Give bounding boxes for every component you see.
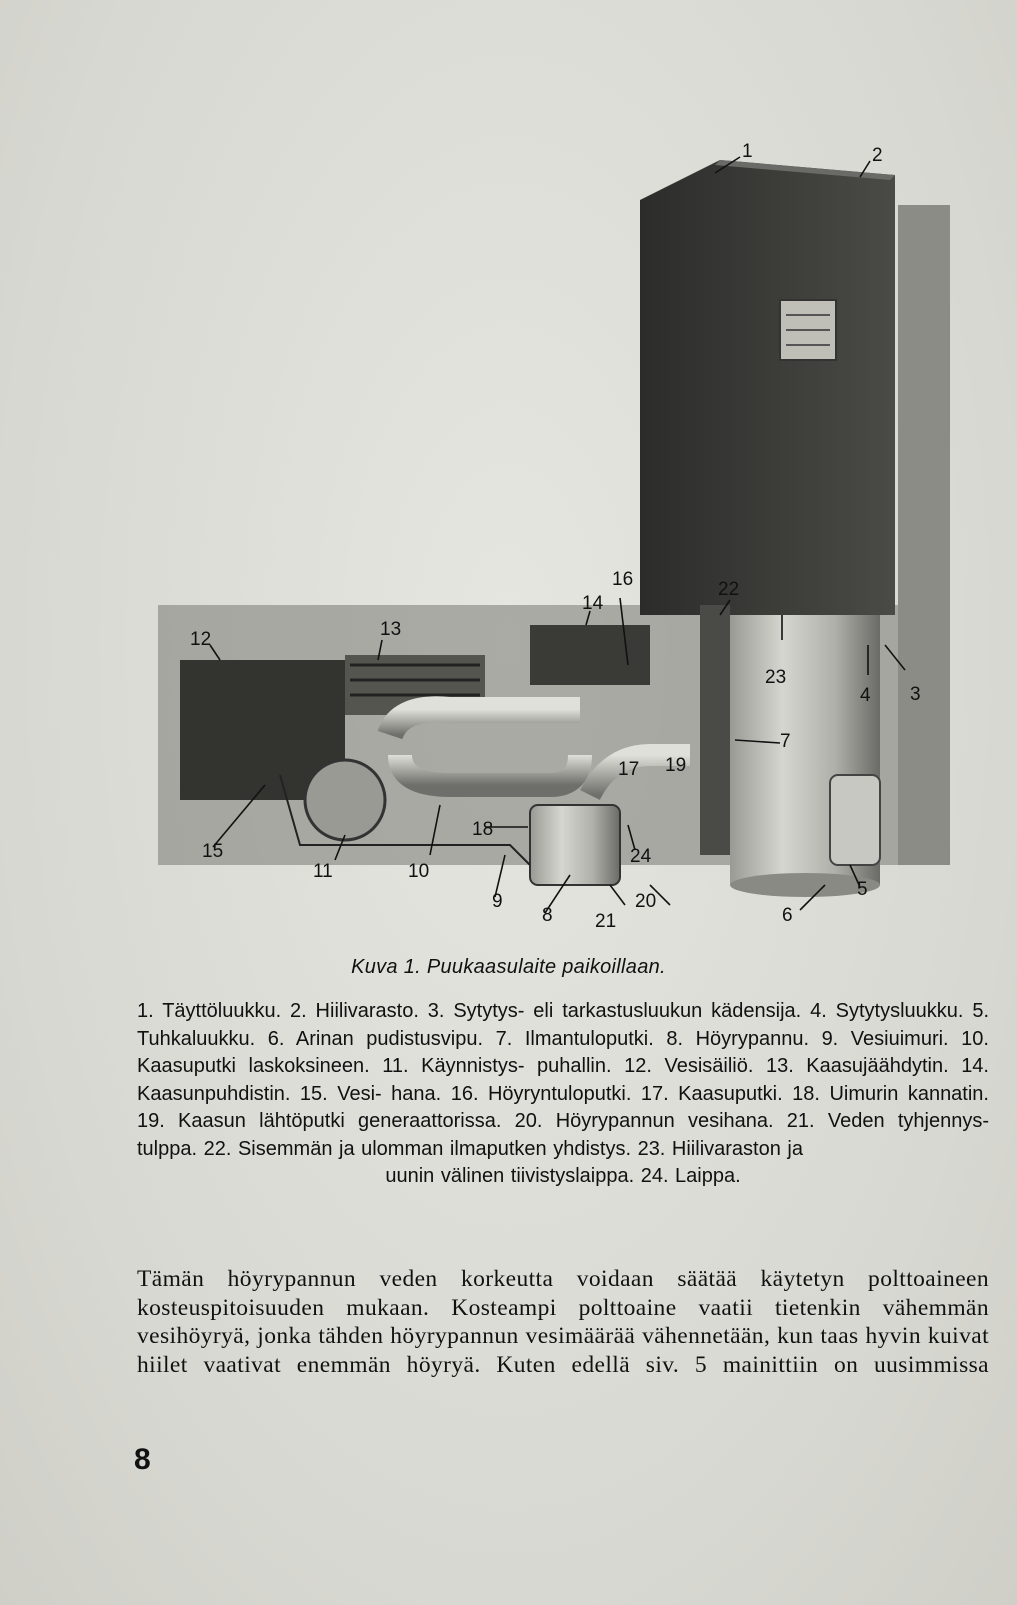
legend-line: 1. Täyttöluukku. 2. Hiilivarasto. 3. Sytytys- eli tarkastusluukun kädensija. [137,1000,811,1022]
callout-21: 21 [595,911,617,932]
ash-door [830,775,880,865]
page-number: 8 [134,1443,151,1476]
callout-13: 13 [380,619,402,640]
gas-cleaner [530,625,650,685]
right-backdrop [898,205,950,865]
callout-6: 6 [782,905,793,926]
callout-24: 24 [630,846,652,867]
callout-12: 12 [190,629,212,650]
figure-photo [150,135,970,955]
callout-15: 16 [612,569,634,590]
legend-line: hana. 16. Höyryntuloputki. 17. Kaasuputki. 18. Uimurin kannatin. 19. Kaasun [137,1082,989,1132]
callout-23: 23 [765,667,787,688]
callout-3: 3 [910,684,921,705]
legend-line: lähtöputki generaattorissa. 20. Höyrypannun vesihana. 21. Veden tyhjennys- [259,1110,989,1132]
callout-20: 20 [635,891,657,912]
legend-line: 8. Höyrypannu. 9. Vesiuimuri. 10. Kaasuputki laskoksineen. 11. Käynnistys- [137,1027,989,1077]
starter-fan [305,760,385,840]
callout-8: 8 [542,905,553,926]
figure-caption: Kuva 1. Puukaasulaite paikoillaan. [351,956,666,978]
legend-line-last: uunin välinen tiivistyslaippa. 24. Laippa. [385,1165,741,1187]
callout-9: 9 [492,891,503,912]
callout-18: 18 [472,819,494,840]
callout-19: 19 [665,755,687,776]
callout-11: 11 [313,861,333,882]
legend-line: 4. Sytytysluukku. 5. Tuhkaluukku. 6. Arinan pudistusvipu. 7. Ilmantuloputki. [137,1000,989,1050]
callout-2: 2 [872,145,883,166]
gas-generator-illustration [150,135,970,955]
callout-22: 22 [718,579,740,600]
callout-17: 17 [618,759,640,780]
callout-10: 10 [408,861,430,882]
coal-storage-box [640,160,895,615]
figure-legend [137,998,989,1191]
legend-line: puhallin. 12. Vesisäiliö. 13. Kaasujäähdytin. 14. Kaasunpuhdistin. 15. Vesi- [137,1055,989,1105]
callout-7: 7 [780,731,791,752]
body-paragraph: Tämän höyrypannun veden korkeutta voidaan säätää käytetyn polttoaineen kosteuspitoisuuden mukaan. Kosteampi polttoaine vaatii tietenkin vähemmän vesihöyryä, jonka tähden höyrypannun vesimäärää vähennetään, kun taas hyvin kuivat hiilet vaativat enemmän höyryä. Kuten edellä siv. 5 mainittiin on uusimmissa [137,1266,989,1378]
callout-14: 14 [582,593,604,614]
callout-15b: 15 [202,841,224,862]
steam-pan [530,805,620,885]
callout-4: 4 [860,685,871,706]
air-intake-pipe [700,605,730,855]
callout-5: 5 [857,879,868,900]
callout-1: 1 [742,141,753,162]
legend-line: tulppa. 22. Sisemmän ja ulomman ilmaputken yhdistys. 23. Hiilivaraston ja [137,1137,803,1160]
